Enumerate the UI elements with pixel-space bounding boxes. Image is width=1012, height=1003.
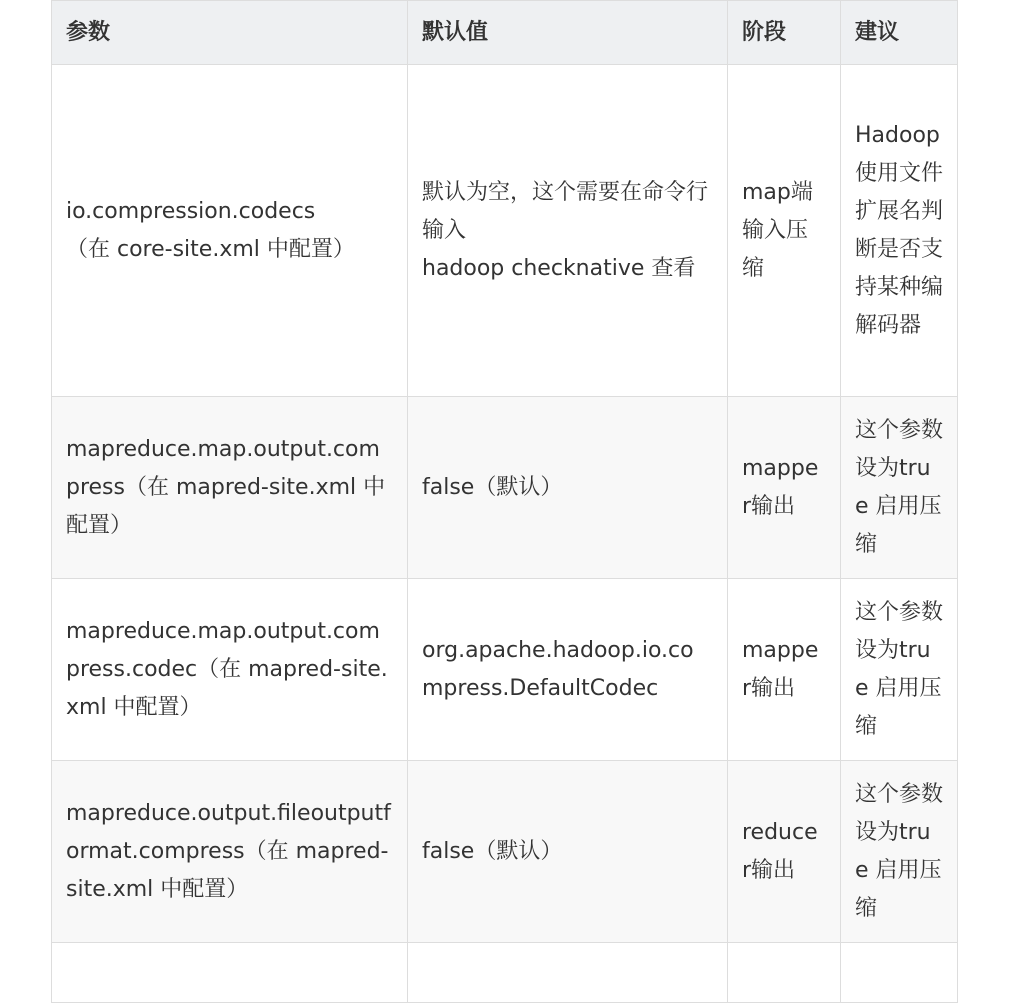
table-header-row — [52, 1, 958, 65]
stage-cell: reducer输出 — [728, 761, 841, 943]
header-advice: 建议 — [841, 1, 958, 65]
table-row — [52, 761, 958, 943]
advice-cell: Hadoop使用文件扩展名判断是否支持某种编解码器 — [841, 65, 958, 397]
default-cell — [408, 65, 728, 397]
default-value-command: hadoop checknative 查看 — [422, 255, 696, 281]
default-value: 默认为空，这个需要在命令行输入 — [422, 179, 709, 243]
header-stage: 阶段 — [728, 1, 841, 65]
advice-cell-empty — [841, 943, 958, 1003]
stage-cell: mapper输出 — [728, 579, 841, 761]
param-cell: mapreduce.map.output.compress.codec（在 mapred-site.xml 中配置） — [52, 579, 408, 761]
table-row — [52, 579, 958, 761]
stage-cell-empty — [728, 943, 841, 1003]
advice-cell: 这个参数设为true 启用压缩 — [841, 761, 958, 943]
default-cell: false（默认） — [408, 761, 728, 943]
header-default: 默认值 — [408, 1, 728, 65]
default-cell-empty — [408, 943, 728, 1003]
advice-cell: 这个参数设为true 启用压缩 — [841, 397, 958, 579]
table-row — [52, 65, 958, 397]
stage-cell: mapper输出 — [728, 397, 841, 579]
advice-cell: 这个参数设为true 启用压缩 — [841, 579, 958, 761]
param-cell: mapreduce.output.fileoutputformat.compress（在 mapred-site.xml 中配置） — [52, 761, 408, 943]
param-cell-empty — [52, 943, 408, 1003]
default-cell: false（默认） — [408, 397, 728, 579]
table-row — [52, 397, 958, 579]
compression-params-table — [51, 0, 958, 1003]
param-name: io.compression.codecs — [66, 198, 316, 224]
stage-cell: map端输入压缩 — [728, 65, 841, 397]
param-config-location: （在 core-site.xml 中配置） — [66, 236, 355, 262]
param-cell: mapreduce.map.output.compress（在 mapred-site.xml 中配置） — [52, 397, 408, 579]
table-row-partial — [52, 943, 958, 1003]
header-param: 参数 — [52, 1, 408, 65]
default-cell: org.apache.hadoop.io.compress.DefaultCodec — [408, 579, 728, 761]
param-cell — [52, 65, 408, 397]
